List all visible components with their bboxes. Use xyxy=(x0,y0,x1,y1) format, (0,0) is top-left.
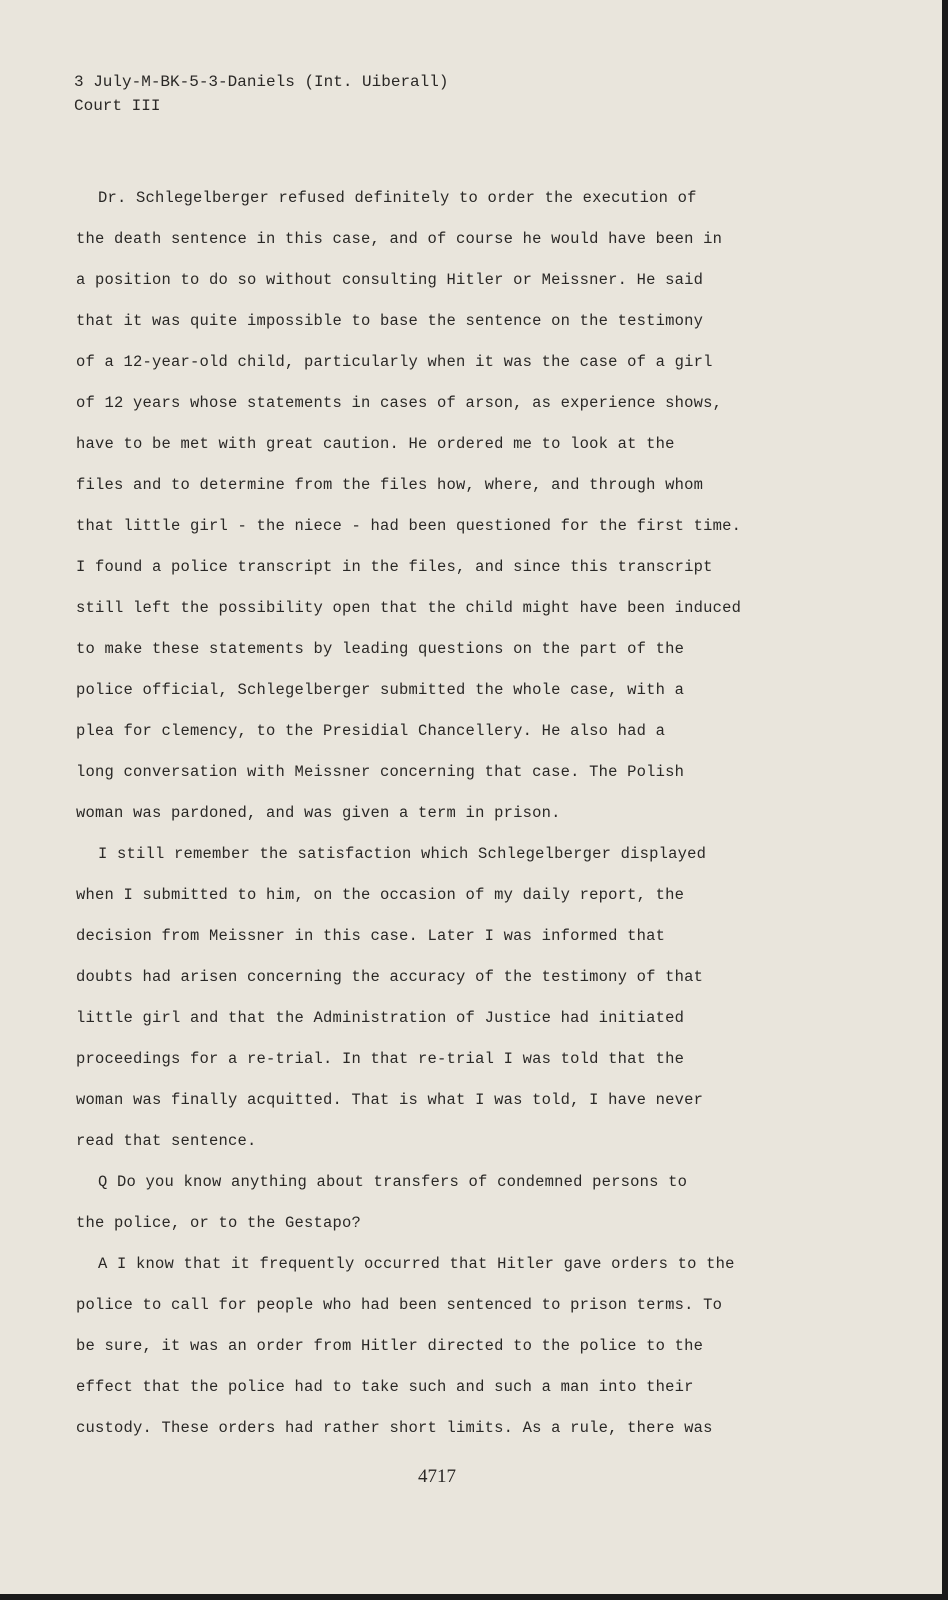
text-line: that it was quite impossible to base the sentence on the testimony xyxy=(76,312,704,330)
text-line: little girl and that the Administration of Justice had initiated xyxy=(76,1009,685,1027)
text-line: Dr. Schlegelberger refused definitely to order the execution of xyxy=(98,189,697,207)
text-line: plea for clemency, to the Presidial Chancellery. He also had a xyxy=(76,722,666,740)
text-line: woman was pardoned, and was given a term in prison. xyxy=(76,804,561,822)
text-line: A I know that it frequently occurred that Hitler gave orders to the xyxy=(98,1255,735,1273)
text-line: I still remember the satisfaction which Schlegelberger displayed xyxy=(98,845,707,863)
page-number: 4717 xyxy=(418,1466,456,1487)
text-line: the death sentence in this case, and of course he would have been in xyxy=(76,230,723,248)
text-line: Q Do you know anything about transfers of condemned persons to xyxy=(98,1173,688,1191)
text-line: I found a police transcript in the files, and since this transcript xyxy=(76,558,713,576)
text-line: custody. These orders had rather short limits. As a rule, there was xyxy=(76,1419,713,1437)
text-line: the police, or to the Gestapo? xyxy=(76,1214,362,1232)
text-line: files and to determine from the files how, where, and through whom xyxy=(76,476,704,494)
text-line: police to call for people who had been sentenced to prison terms. To xyxy=(76,1296,723,1314)
text-line: to make these statements by leading questions on the part of the xyxy=(76,640,685,658)
text-line: doubts had arisen concerning the accuracy of the testimony of that xyxy=(76,968,704,986)
text-line: read that sentence. xyxy=(76,1132,257,1150)
text-line: long conversation with Meissner concerning that case. The Polish xyxy=(76,763,685,781)
text-line: effect that the police had to take such and such a man into their xyxy=(76,1378,694,1396)
text-line: be sure, it was an order from Hitler directed to the police to the xyxy=(76,1337,704,1355)
paragraph-4 xyxy=(76,1244,836,1449)
header-reference-line: 3 July-M-BK-5-3-Daniels (Int. Uiberall) xyxy=(74,73,449,91)
text-line: proceedings for a re-trial. In that re-trial I was told that the xyxy=(76,1050,685,1068)
document-header xyxy=(74,70,448,118)
text-line: police official, Schlegelberger submitted the whole case, with a xyxy=(76,681,685,699)
header-court-line: Court III xyxy=(74,97,161,115)
paragraph-1 xyxy=(76,178,836,834)
text-line: of a 12-year-old child, particularly when it was the case of a girl xyxy=(76,353,713,371)
text-line: a position to do so without consulting Hitler or Meissner. He said xyxy=(76,271,704,289)
paragraph-3 xyxy=(76,1162,836,1244)
text-line: have to be met with great caution. He ordered me to look at the xyxy=(76,435,675,453)
text-line: decision from Meissner in this case. Later I was informed that xyxy=(76,927,666,945)
text-line: still left the possibility open that the child might have been induced xyxy=(76,599,742,617)
text-line: woman was finally acquitted. That is what I was told, I have never xyxy=(76,1091,704,1109)
text-line: of 12 years whose statements in cases of arson, as experience shows, xyxy=(76,394,723,412)
paragraph-2 xyxy=(76,834,836,1162)
text-line: when I submitted to him, on the occasion of my daily report, the xyxy=(76,886,685,904)
document-body xyxy=(76,178,836,1449)
text-line: that little girl - the niece - had been questioned for the first time. xyxy=(76,517,742,535)
